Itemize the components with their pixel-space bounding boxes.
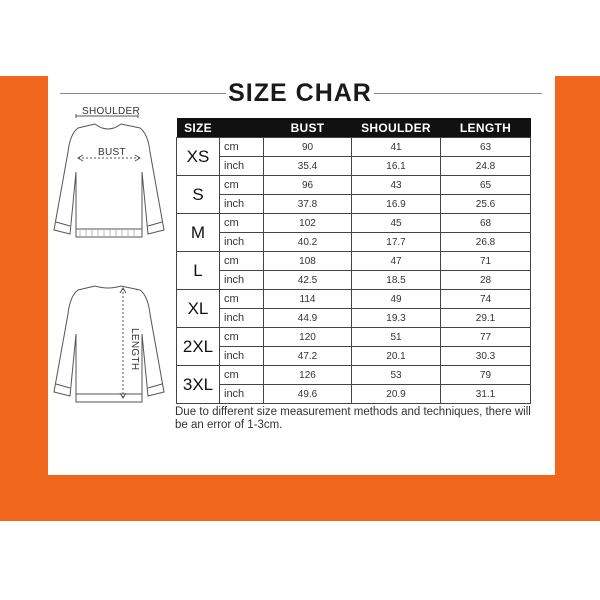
unit-inch: inch bbox=[220, 385, 264, 404]
size-table bbox=[176, 118, 531, 404]
measurement-note: Due to different size measurement methods and techniques, there will be an error of 1-3cm. bbox=[175, 406, 531, 431]
unit-inch: inch bbox=[220, 309, 264, 328]
length-cm: 65 bbox=[441, 176, 531, 195]
table-row bbox=[177, 271, 531, 290]
page-title: SIZE CHAR bbox=[226, 76, 374, 110]
shoulder-cm: 43 bbox=[352, 176, 441, 195]
size-3xl: 3XL bbox=[177, 366, 220, 404]
bust-label: BUST bbox=[98, 147, 126, 158]
size-2xl: 2XL bbox=[177, 328, 220, 366]
bust-cm: 114 bbox=[264, 290, 352, 309]
bust-cm: 126 bbox=[264, 366, 352, 385]
table-row bbox=[177, 366, 531, 385]
sweater-front-icon bbox=[50, 112, 175, 252]
length-inch: 25.6 bbox=[441, 195, 531, 214]
shoulder-cm: 49 bbox=[352, 290, 441, 309]
table-row bbox=[177, 195, 531, 214]
title-rule-left bbox=[60, 93, 226, 94]
unit-cm: cm bbox=[220, 328, 264, 347]
table-row bbox=[177, 176, 531, 195]
unit-inch: inch bbox=[220, 233, 264, 252]
bust-inch: 40.2 bbox=[264, 233, 352, 252]
length-inch: 28 bbox=[441, 271, 531, 290]
size-l: L bbox=[177, 252, 220, 290]
shoulder-cm: 45 bbox=[352, 214, 441, 233]
bust-inch: 49.6 bbox=[264, 385, 352, 404]
table-row bbox=[177, 138, 531, 157]
header-size: SIZE bbox=[177, 118, 220, 138]
table-row bbox=[177, 328, 531, 347]
shoulder-inch: 16.1 bbox=[352, 157, 441, 176]
length-cm: 77 bbox=[441, 328, 531, 347]
table-row bbox=[177, 347, 531, 366]
unit-inch: inch bbox=[220, 157, 264, 176]
length-inch: 26.8 bbox=[441, 233, 531, 252]
table-row bbox=[177, 252, 531, 271]
table-header-row bbox=[177, 118, 531, 138]
unit-cm: cm bbox=[220, 366, 264, 385]
shoulder-inch: 20.1 bbox=[352, 347, 441, 366]
unit-inch: inch bbox=[220, 195, 264, 214]
size-xl: XL bbox=[177, 290, 220, 328]
shoulder-inch: 19.3 bbox=[352, 309, 441, 328]
length-cm: 68 bbox=[441, 214, 531, 233]
length-inch: 30.3 bbox=[441, 347, 531, 366]
shoulder-cm: 41 bbox=[352, 138, 441, 157]
bust-inch: 47.2 bbox=[264, 347, 352, 366]
sweater-back-icon bbox=[50, 280, 175, 410]
unit-cm: cm bbox=[220, 138, 264, 157]
shoulder-inch: 17.7 bbox=[352, 233, 441, 252]
bust-inch: 44.9 bbox=[264, 309, 352, 328]
length-cm: 63 bbox=[441, 138, 531, 157]
shoulder-inch: 20.9 bbox=[352, 385, 441, 404]
shoulder-cm: 53 bbox=[352, 366, 441, 385]
shoulder-inch: 16.9 bbox=[352, 195, 441, 214]
bust-cm: 108 bbox=[264, 252, 352, 271]
unit-cm: cm bbox=[220, 176, 264, 195]
header-shoulder: SHOULDER bbox=[352, 118, 441, 138]
bust-inch: 35.4 bbox=[264, 157, 352, 176]
length-inch: 29.1 bbox=[441, 309, 531, 328]
bust-inch: 42.5 bbox=[264, 271, 352, 290]
size-s: S bbox=[177, 176, 220, 214]
unit-inch: inch bbox=[220, 347, 264, 366]
bust-cm: 90 bbox=[264, 138, 352, 157]
size-m: M bbox=[177, 214, 220, 252]
shoulder-label: SHOULDER bbox=[82, 106, 140, 117]
size-xs: XS bbox=[177, 138, 220, 176]
shoulder-cm: 47 bbox=[352, 252, 441, 271]
header-bust: BUST bbox=[264, 118, 352, 138]
shoulder-inch: 18.5 bbox=[352, 271, 441, 290]
table-row bbox=[177, 385, 531, 404]
bust-cm: 102 bbox=[264, 214, 352, 233]
table-row bbox=[177, 214, 531, 233]
unit-inch: inch bbox=[220, 271, 264, 290]
bust-cm: 96 bbox=[264, 176, 352, 195]
length-inch: 24.8 bbox=[441, 157, 531, 176]
bust-cm: 120 bbox=[264, 328, 352, 347]
title-rule-right bbox=[374, 93, 542, 94]
table-row bbox=[177, 309, 531, 328]
length-label: LENGTH bbox=[129, 328, 140, 371]
table-row bbox=[177, 233, 531, 252]
unit-cm: cm bbox=[220, 290, 264, 309]
header-length: LENGTH bbox=[441, 118, 531, 138]
length-cm: 79 bbox=[441, 366, 531, 385]
length-inch: 31.1 bbox=[441, 385, 531, 404]
bust-inch: 37.8 bbox=[264, 195, 352, 214]
table-row bbox=[177, 290, 531, 309]
length-cm: 74 bbox=[441, 290, 531, 309]
unit-cm: cm bbox=[220, 252, 264, 271]
length-cm: 71 bbox=[441, 252, 531, 271]
shoulder-cm: 51 bbox=[352, 328, 441, 347]
unit-cm: cm bbox=[220, 214, 264, 233]
header-unit-spacer bbox=[220, 118, 264, 138]
table-row bbox=[177, 157, 531, 176]
